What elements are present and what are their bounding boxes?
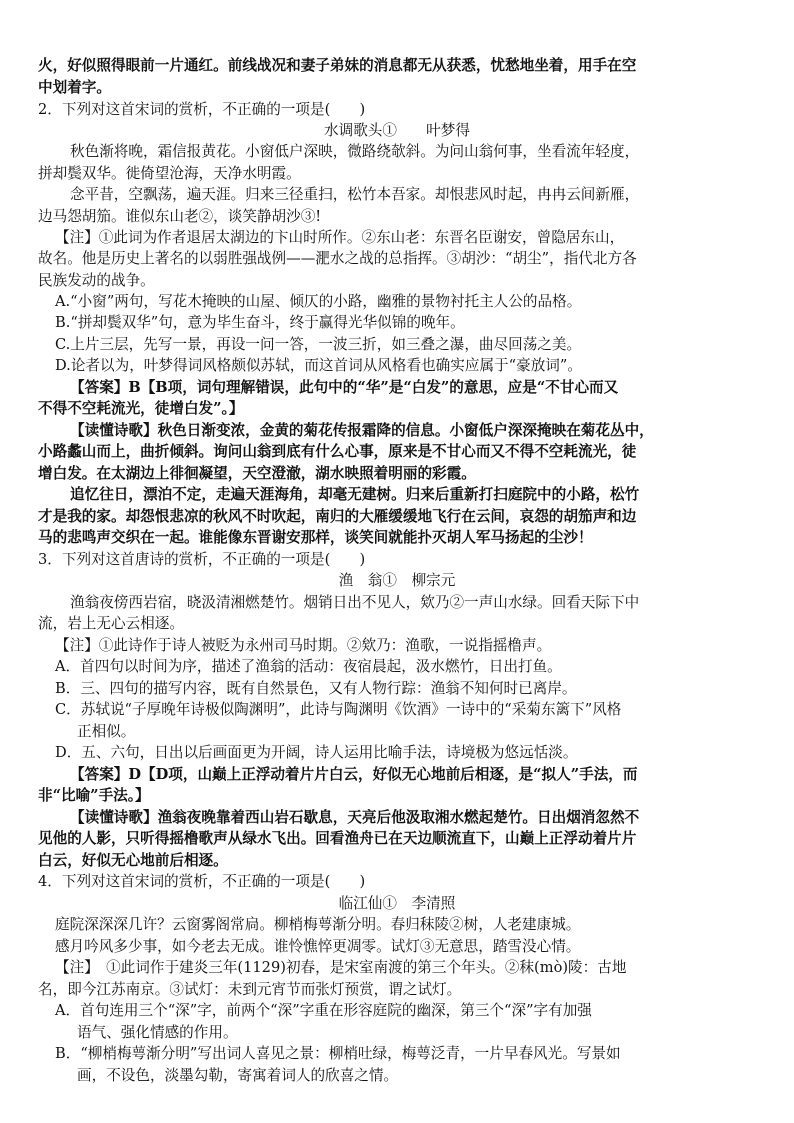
translation-line: 马的悲鸣声交织在一起。谁能像东晋谢安那样，谈笑间就能扑灭胡人军马扬起的尘沙！ xyxy=(38,529,593,546)
translation-line: 才是我的家。却怨恨悲凉的秋风不时吹起，南归的大雁缓缓地飞行在云间，哀怨的胡笳声和边 xyxy=(38,508,637,525)
poem-line: 拼却鬓双华。徙倚望沧海，天净水明霞。 xyxy=(38,165,301,182)
note-line: 故名。他是历史上著名的以弱胜强战例——淝水之战的总指挥。③胡沙：“胡尘”，指代北方各 xyxy=(38,250,637,267)
translation-line: 小路蠡山而上，曲折倾斜。询问山翁到底有什么心事，原来是不甘心而又不得不空耗流光，徒 xyxy=(38,443,637,460)
translation-line: 见他的人影，只听得摇橹歌声从绿水飞出。回看渔舟已在天边顺流直下，山巅上正浮动着片片 xyxy=(38,830,637,847)
text-line: 火，好似照得眼前一片通红。前线战况和妻子弟妹的消息都无从获悉，忧愁地坐着，用手在空 xyxy=(38,57,637,74)
option-b: 画，不设色，淡墨勾勒，寄寓着词人的欣喜之情。 xyxy=(77,1067,399,1084)
answer-line: 【答案】D【D项，山巅上正浮动着片片白云，好似无心地前后相逐，是“拟人”手法，而 xyxy=(70,766,638,783)
option-c: C．苏轼说“子厚晚年诗极似陶渊明”，此诗与陶渊明《饮酒》一诗中的“采菊东篱下”风格 xyxy=(55,701,622,718)
option-c: 正相似。 xyxy=(77,723,136,740)
answer-line: 【答案】B【B项，词句理解错误，此句中的“华”是“白发”的意思，应是“不甘心而又 xyxy=(70,379,619,396)
poem-title: 水调歌头① 叶梦得 xyxy=(324,122,470,139)
question-4-stem: 4．下列对这首宋词的赏析，不正确的一项是( ) xyxy=(38,873,366,890)
option-a: A.“小窗”两句，写花木掩映的山屋、倾仄的小路，幽雅的景物衬托主人公的品格。 xyxy=(55,293,582,310)
translation-line: 增白发。在太湖边上徘徊凝望，天空澄澈，湖水映照着明丽的彩霞。 xyxy=(38,465,476,482)
poem-line: 渔翁夜傍西岩宿，晓汲清湘燃楚竹。烟销日出不见人，欸乃②一声山水绿。回看天际下中 xyxy=(70,594,640,611)
text-line: 中划着字。 xyxy=(38,79,111,96)
option-d: D．五、六句，日出以后画面更为开阔，诗人运用比喻手法，诗境极为悠远恬淡。 xyxy=(55,744,578,761)
option-b: B.“拼却鬓双华”句，意为毕生奋斗，终于赢得光华似锦的晚年。 xyxy=(55,314,465,331)
option-a: A．首句连用三个“深”字，前两个“深”字重在形容庭院的幽深，第三个“深”字有加强 xyxy=(55,1002,592,1019)
note-line: 【注】①此诗作于诗人被贬为永州司马时期。②欸乃：渔歌，一说指摇橹声。 xyxy=(55,637,552,654)
note-line: 民族发动的战争。 xyxy=(38,272,155,289)
answer-line: 不得不空耗流光，徒增白发”。】 xyxy=(38,400,244,417)
poem-line: 边马怨胡笳。谁似东山老②，谈笑静胡沙③! xyxy=(38,208,322,225)
question-2-stem: 2．下列对这首宋词的赏析，不正确的一项是( ) xyxy=(38,101,366,118)
poem-line: 念平昔，空飘荡，遍天涯。归来三径重扫，松竹本吾家。却恨悲风时起，冉冉云间新雁， xyxy=(70,186,640,203)
translation-line: 追忆往日，漂泊不定，走遍天涯海角，却毫无建树。归来后重新打扫庭院中的小路，松竹 xyxy=(70,486,640,503)
option-a: 语气、强化情感的作用。 xyxy=(77,1024,238,1041)
translation-line: 【读懂诗歌】秋色日渐变浓，金黄的菊花传报霜降的信息。小窗低户深深掩映在菊花丛中， xyxy=(70,422,654,439)
translation-line: 【读懂诗歌】渔翁夜晚靠着西山岩石歇息，天亮后他汲取湘水燃起楚竹。日出烟消忽然不 xyxy=(70,809,640,826)
poem-title: 临江仙① 李清照 xyxy=(338,895,456,912)
answer-line: 非“比喻”手法。】 xyxy=(38,787,150,804)
note-line: 【注】 ①此词作于建炎三年(1129)初春，是宋室南渡的第三个年头。②秣(mò)陵：古地 xyxy=(55,959,627,976)
poem-title: 渔 翁① 柳宗元 xyxy=(338,572,456,589)
note-line: 【注】①此词为作者退居太湖边的卞山时所作。②东山老：东晋名臣谢安，曾隐居东山， xyxy=(55,229,625,246)
option-c: C.上片三层，先写一景，再设一问一答，一波三折，如三叠之瀑，曲尽回荡之美。 xyxy=(55,336,582,353)
translation-line: 白云，好似无心地前后相逐。 xyxy=(38,852,228,869)
option-a: A．首四句以时间为序，描述了渔翁的活动：夜宿晨起，汲水燃竹，日出打鱼。 xyxy=(55,658,562,675)
option-b: B．“柳梢梅萼渐分明”写出词人喜见之景：柳梢吐绿，梅萼泛青，一片早春风光。写景如 xyxy=(55,1045,621,1062)
option-d: D.论者以为，叶梦得词风格颇似苏轼，而这首词从风格看也确实应属于“豪放词”。 xyxy=(55,357,582,374)
poem-line: 感月吟风多少事，如今老去无成。谁怜憔悴更凋零。试灯③无意思，踏雪没心情。 xyxy=(55,938,581,955)
note-line: 名，即今江苏南京。③试灯：未到元宵节而张灯预赏，谓之试灯。 xyxy=(38,981,462,998)
poem-line: 庭院深深深几许？云窗雾阁常扃。柳梢梅萼渐分明。春归秣陵②树，人老建康城。 xyxy=(55,916,581,933)
poem-line: 流，岩上无心云相逐。 xyxy=(38,615,184,632)
poem-line: 秋色渐将晚，霜信报黄花。小窗低户深映，微路绕欹斜。为问山翁何事，坐看流年轻度， xyxy=(70,143,640,160)
option-b: B．三、四句的描写内容，既有自然景色，又有人物行踪：渔翁不知何时已离岸。 xyxy=(55,680,577,697)
question-3-stem: 3．下列对这首唐诗的赏析，不正确的一项是( ) xyxy=(38,551,366,568)
